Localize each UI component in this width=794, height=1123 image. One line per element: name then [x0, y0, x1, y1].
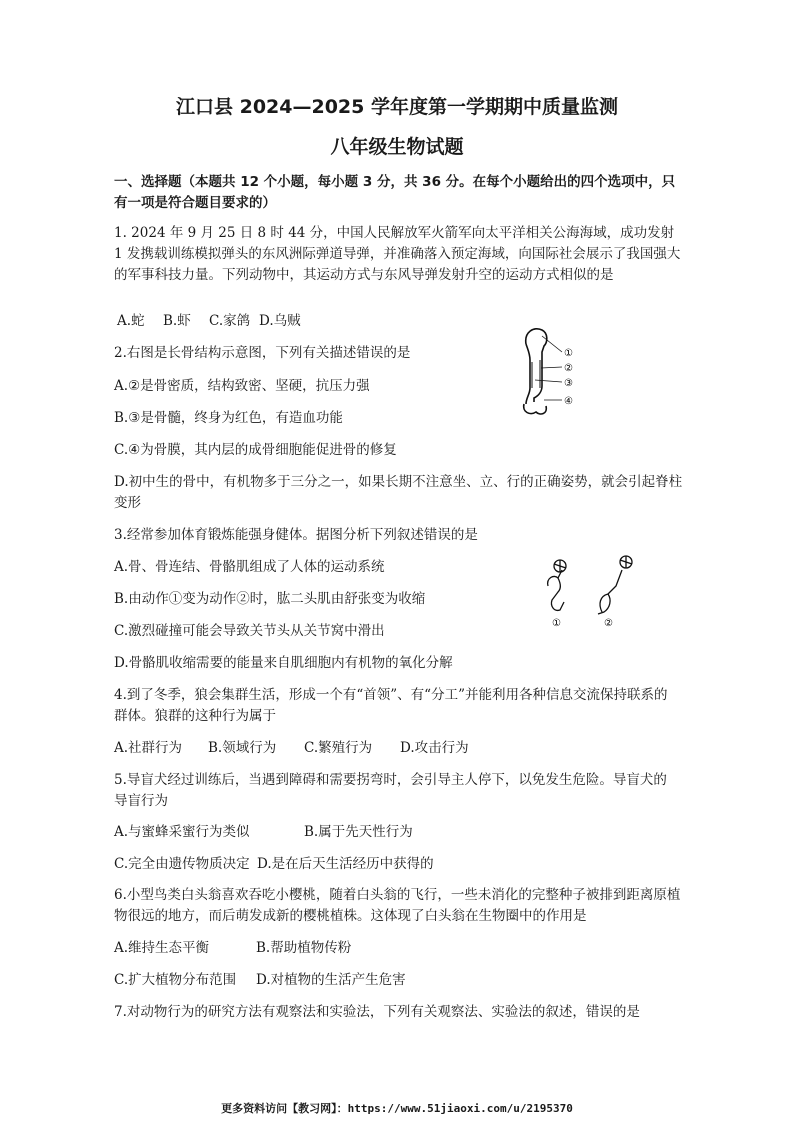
- q6-options-row2: [114, 970, 406, 991]
- q3-option-a: A.骨、骨连结、骨骼肌组成了人体的运动系统: [114, 559, 385, 575]
- q6-option-c: C.扩大植物分布范围: [114, 972, 237, 988]
- exam-subtitle: 八年级生物试题: [330, 136, 464, 158]
- q5-options-row1: [114, 822, 413, 843]
- q7-stem: 7.对动物行为的研究方法有观察法和实验法，下列有关观察法、实验法的叙述，错误的是: [114, 1004, 640, 1020]
- bone-label-2: ②: [564, 363, 573, 374]
- q3-option-b: B.由动作①变为动作②时，肱二头肌由舒张变为收缩: [114, 591, 426, 607]
- arm-motion-diagram: [540, 552, 644, 632]
- q6-option-b: B.帮助植物传粉: [256, 940, 352, 956]
- q4-stem: 4.到了冬季，狼会集群生活，形成一个有“首领”、有“分工”并能利用各种信息交流保持联系的 群体。狼群的这种行为属于: [114, 687, 668, 724]
- exam-title: 江口县 2024—2025 学年度第一学期期中质量监测: [176, 96, 618, 118]
- q2-option-d: D.初中生的骨中，有机物多于三分之一，如果长期不注意坐、立、行的正确姿势，就会引起脊柱变形: [114, 474, 683, 511]
- q6-option-d: D.对植物的生活产生危害: [256, 972, 406, 988]
- q3-option-d: D.骨骼肌收缩需要的能量来自肌细胞内有机物的氧化分解: [114, 655, 453, 671]
- q3-option-c: C.激烈碰撞可能会导致关节头从关节窝中滑出: [114, 623, 385, 639]
- bone-label-3: ③: [564, 378, 573, 389]
- motion-label-2: ②: [604, 618, 613, 629]
- q2-option-a: A.②是骨密质，结构致密、坚硬，抗压力强: [114, 378, 370, 394]
- q5-options-row2: [114, 854, 434, 875]
- q2-stem: 2.右图是长骨结构示意图，下列有关描述错误的是: [114, 345, 411, 361]
- q5-option-d: D.是在后天生活经历中获得的: [257, 856, 434, 872]
- motion-label-1: ①: [552, 618, 561, 629]
- q1-option-d: D.乌贼: [259, 313, 301, 329]
- q6-options-row1: [114, 938, 351, 959]
- q1-option-a: A.蛇: [117, 313, 145, 329]
- bone-label-4: ④: [564, 396, 573, 407]
- section-heading: 一、选择题（本题共 12 个小题，每小题 3 分，共 36 分。在每个小题给出的四个选项中，只有一项是符合题目要求的）: [114, 174, 676, 211]
- q2-option-c: C.④为骨膜，其内层的成骨细胞能促进骨的修复: [114, 442, 397, 458]
- q5-option-b: B.属于先天性行为: [304, 824, 413, 840]
- bone-label-1: ①: [564, 348, 573, 359]
- q6-option-a: A.维持生态平衡: [114, 940, 210, 956]
- q4-options: [114, 738, 469, 759]
- q4-option-d: D.攻击行为: [400, 740, 469, 756]
- q4-option-b: B.领域行为: [208, 740, 277, 756]
- footer-source-link[interactable]: 更多资料访问【教习网】：https://www.51jiaoxi.com/u/2195370: [221, 1102, 573, 1115]
- q1-stem: 1. 2024 年 9 月 25 日 8 时 44 分，中国人民解放军火箭军向太平洋相关公海海域，成功发射 1 发携载训练模拟弹头的东风洲际弹道导弹，并准确落入预定海域，向国际社会展示了我国强大的军事科技力量。下列动物中，其运动方式与东风导弹发射升空的运动方式相似的是: [114, 225, 681, 283]
- q5-option-a: A.与蜜蜂采蜜行为类似: [114, 824, 250, 840]
- q1-option-b: B.虾: [163, 313, 191, 329]
- q1-options: [117, 311, 301, 332]
- long-bone-diagram: [518, 324, 584, 418]
- q5-stem: 5.导盲犬经过训练后，当遇到障碍和需要拐弯时，会引导主人停下，以免发生危险。导盲犬的 导盲行为: [114, 772, 667, 809]
- q4-option-a: A.社群行为: [114, 740, 183, 756]
- q4-option-c: C.繁殖行为: [304, 740, 373, 756]
- q1-option-c: C.家鸽: [209, 313, 251, 329]
- q5-option-c: C.完全由遗传物质决定: [114, 856, 250, 872]
- q2-option-b: B.③是骨髓，终身为红色，有造血功能: [114, 410, 343, 426]
- q6-stem: 6.小型鸟类白头翁喜欢吞吃小樱桃，随着白头翁的飞行，一些未消化的完整种子被排到距离原植物很远的地方，而后萌发成新的樱桃植株。这体现了白头翁在生物圈中的作用是: [114, 887, 681, 924]
- q3-stem: 3.经常参加体育锻炼能强身健体。据图分析下列叙述错误的是: [114, 527, 478, 543]
